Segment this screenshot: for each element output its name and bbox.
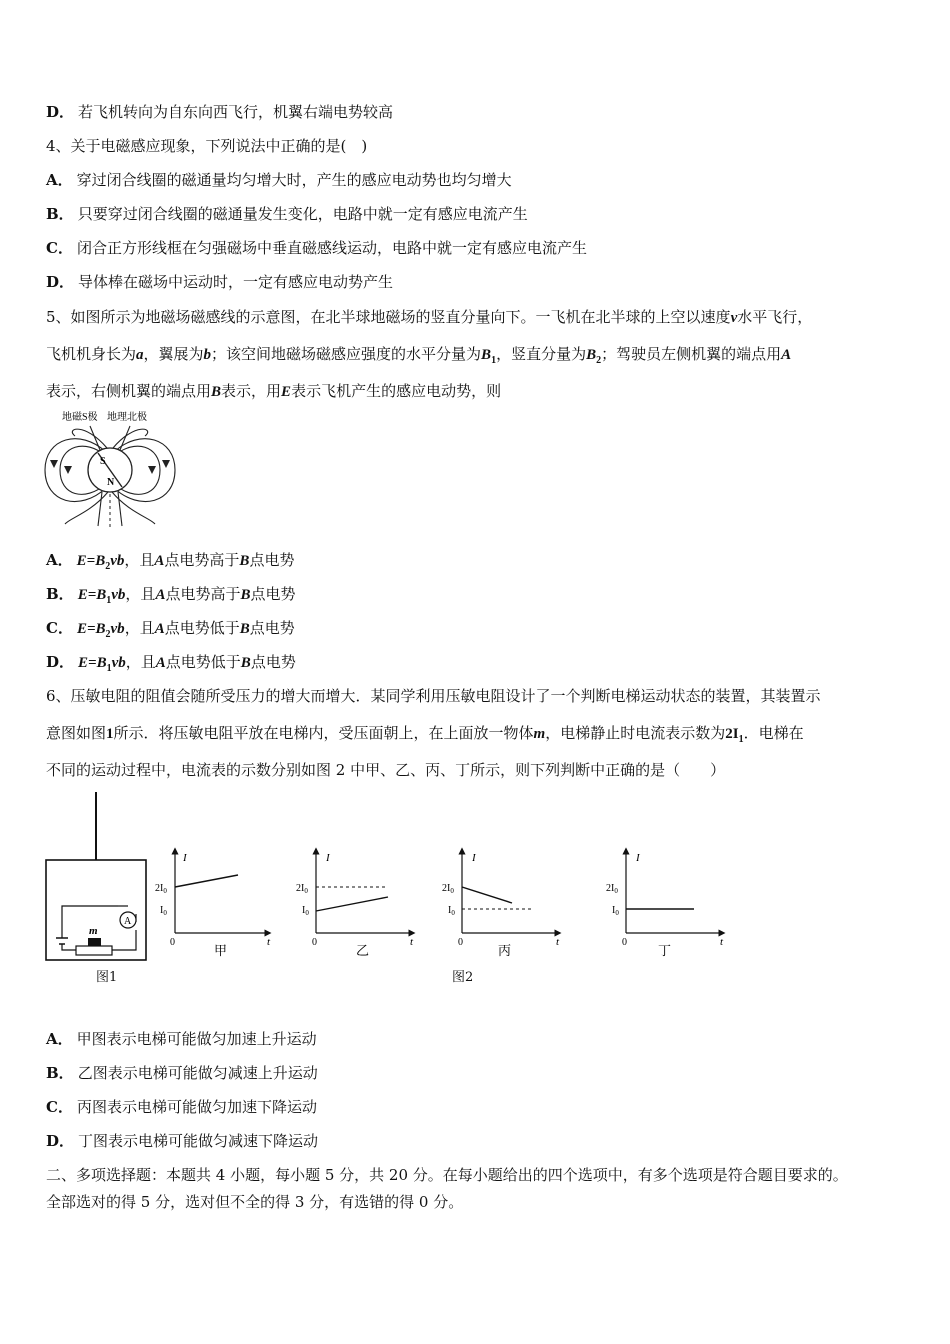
section2-intro-line1: 二、多项选择题：本题共 4 小题，每小题 5 分，共 20 分。在每小题给出的四个选项中，有多个选项是符合题目要求的。 bbox=[46, 1166, 848, 1184]
svg-text:t: t bbox=[720, 936, 724, 948]
svg-text:I0: $I_0$ bbox=[448, 905, 455, 917]
label-geographic-n: 地理北极 bbox=[107, 412, 147, 423]
q5-option-d: D． $E=B_1vb$，且A点电势低于B点电势 bbox=[46, 653, 296, 674]
graph-jia bbox=[155, 851, 271, 958]
svg-text:0: 0 bbox=[170, 937, 175, 948]
svg-text:2I0: $2I_0$ bbox=[606, 883, 618, 895]
figure1-caption: 图1 bbox=[96, 970, 118, 985]
section2-intro-line2: 全部选对的得 5 分，选对但不全的得 3 分，有选错的得 0 分。 bbox=[46, 1193, 464, 1211]
graph-jia-label: 甲 bbox=[214, 943, 228, 958]
svg-text:t: t bbox=[410, 936, 414, 948]
q3-option-d: D． 若飞机转向为自东向西飞行，机翼右端电势较高 bbox=[46, 103, 394, 121]
q6-stem-line1: 6、压敏电阻的阻值会随所受压力的增大而增大．某同学利用压敏电阻设计了一个判断电梯运动状态的装置，其装置示 bbox=[46, 687, 821, 705]
graph-ding-label: 丁 bbox=[658, 943, 672, 958]
q5-option-b: B． $E=B_1vb$，且A点电势高于B点电势 bbox=[46, 585, 296, 606]
graph-yi bbox=[296, 851, 414, 958]
mass-label: m bbox=[89, 925, 98, 937]
q5-option-a: A． $E=B_2vb$，且A点电势高于B点电势 bbox=[46, 551, 295, 572]
graph-bing-label: 丙 bbox=[498, 943, 512, 958]
pole-n: N bbox=[107, 477, 115, 488]
ammeter-label: A bbox=[124, 916, 132, 927]
q6-stem-line3: 不同的运动过程中，电流表的示数分别如图 2 中甲、乙、丙、丁所示，则下列判断中正确的是（ ） bbox=[46, 761, 726, 779]
svg-text:I: I bbox=[326, 852, 330, 864]
svg-text:I0: $I_0$ bbox=[160, 905, 167, 917]
graph-bing bbox=[442, 851, 560, 958]
svg-text:0: 0 bbox=[458, 937, 463, 948]
q4-stem: 4、关于电磁感应现象，下列说法中正确的是( ) bbox=[46, 137, 368, 155]
svg-text:I0: $I_0$ bbox=[302, 905, 309, 917]
svg-text:t: t bbox=[267, 936, 271, 948]
q5-stem-line2: 飞机机身长为a，翼展为b；该空间地磁场磁感应强度的水平分量为$B_1$，竖直分量为$B_2$；驾驶员左侧机翼的端点用A bbox=[46, 345, 792, 366]
q6-option-b: B． 乙图表示电梯可能做匀减速上升运动 bbox=[46, 1064, 318, 1082]
current-time-graphs bbox=[150, 845, 740, 965]
svg-text:I0: $I_0$ bbox=[612, 905, 619, 917]
svg-text:0: 0 bbox=[312, 937, 317, 948]
q6-option-a: A． 甲图表示电梯可能做匀加速上升运动 bbox=[46, 1030, 317, 1048]
graph-ding bbox=[606, 851, 724, 958]
svg-text:I: I bbox=[183, 852, 187, 864]
q4-option-a: A． 穿过闭合线圈的磁通量均匀增大时，产生的感应电动势也均匀增大 bbox=[46, 171, 512, 189]
q5-option-c: C． $E=B_2vb$，且A点电势低于B点电势 bbox=[46, 619, 295, 640]
q5-stem-line3: 表示，右侧机翼的端点用B表示，用E表示飞机产生的感应电动势，则 bbox=[46, 382, 502, 400]
graph-yi-label: 乙 bbox=[356, 943, 370, 958]
figure2-caption: 图2 bbox=[452, 970, 474, 985]
elevator-circuit-figure bbox=[44, 790, 154, 965]
earth-magnetic-field-figure bbox=[40, 408, 180, 530]
svg-text:t: t bbox=[556, 936, 560, 948]
svg-text:2I0: $2I_0$ bbox=[442, 883, 454, 895]
q4-option-d: D． 导体棒在磁场中运动时，一定有感应电动势产生 bbox=[46, 273, 394, 291]
q6-option-d: D． 丁图表示电梯可能做匀减速下降运动 bbox=[46, 1132, 319, 1150]
q4-option-c: C． 闭合正方形线框在匀强磁场中垂直磁感线运动，电路中就一定有感应电流产生 bbox=[46, 239, 587, 257]
pole-s: S bbox=[100, 456, 106, 467]
svg-text:I: I bbox=[472, 852, 476, 864]
q5-stem-line1: 5、如图所示为地磁场磁感线的示意图，在北半球地磁场的竖直分量向下。一飞机在北半球的上空以速度v水平飞行， bbox=[46, 308, 813, 326]
label-geomagnetic-s: 地磁S极 bbox=[62, 412, 98, 423]
svg-text:2I0: $2I_0$ bbox=[155, 883, 167, 895]
svg-text:2I0: $2I_0$ bbox=[296, 883, 308, 895]
q4-option-b: B． 只要穿过闭合线圈的磁通量发生变化，电路中就一定有感应电流产生 bbox=[46, 205, 528, 223]
svg-text:0: 0 bbox=[622, 937, 627, 948]
q6-option-c: C． 丙图表示电梯可能做匀加速下降运动 bbox=[46, 1098, 317, 1116]
q6-stem-line2: 意图如图1所示．将压敏电阻平放在电梯内，受压面朝上，在上面放一物体m，电梯静止时电流表示数为$2I_1$．电梯在 bbox=[46, 724, 804, 745]
svg-text:I: I bbox=[636, 852, 640, 864]
